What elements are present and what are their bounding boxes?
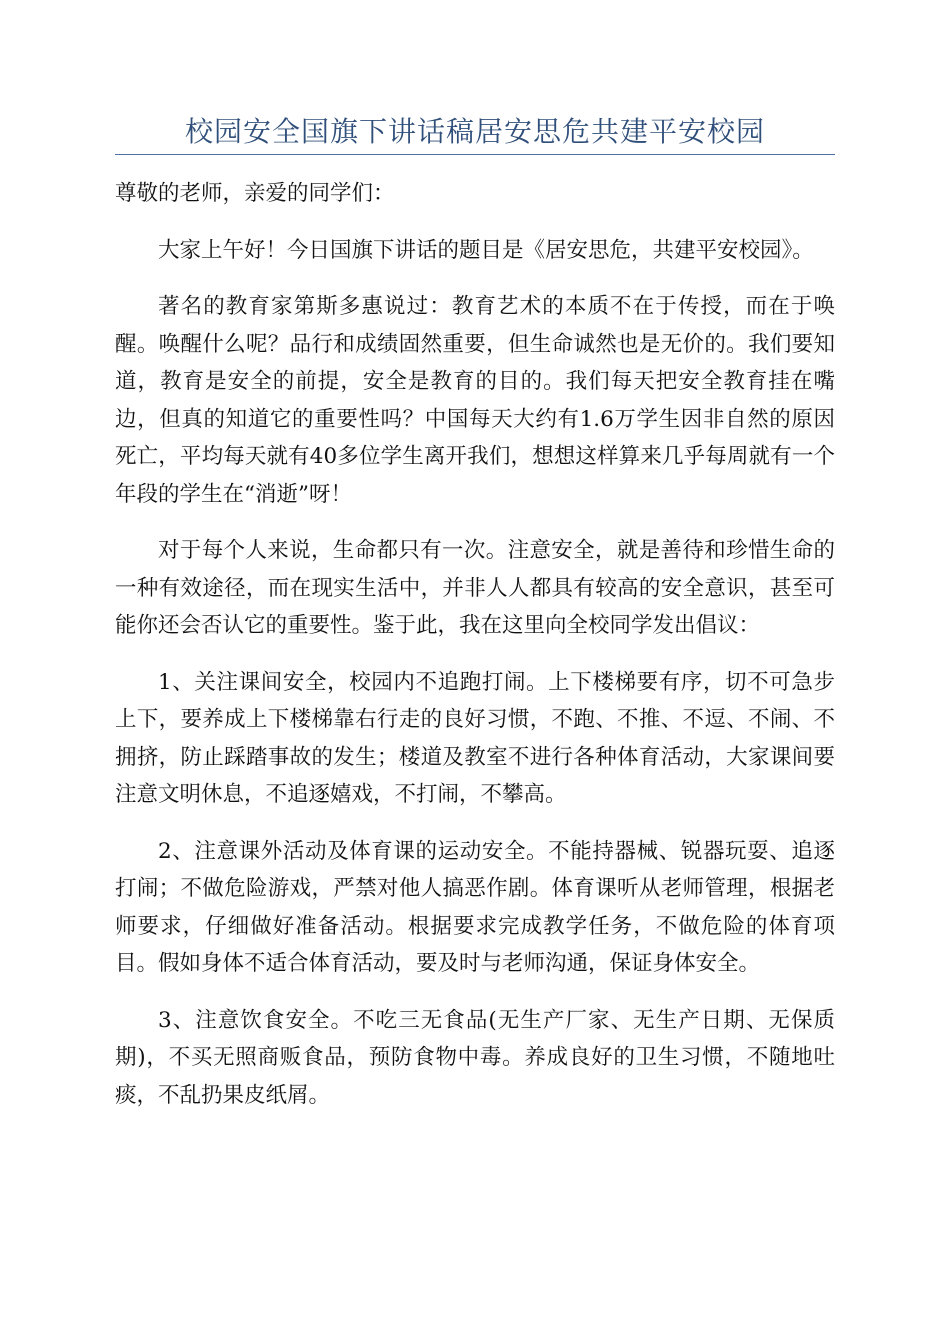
document-body	[115, 175, 835, 1133]
paragraph-item-3-food-safety: 3、注意饮食安全。不吃三无食品(无生产厂家、无生产日期、无保质期)，不买无照商贩食品，预防食物中毒。养成良好的卫生习惯，不随地吐痰，不乱扔果皮纸屑。	[115, 1007, 835, 1108]
paragraph-life-once: 对于每个人来说，生命都只有一次。注意安全，就是善待和珍惜生命的一种有效途径，而在现实生活中，并非人人都具有较高的安全意识，甚至可能你还会否认它的重要性。鉴于此，我在这里向全校同学发出倡议：	[115, 538, 835, 638]
document-title: 校园安全国旗下讲话稿居安思危共建平安校园	[184, 115, 765, 148]
salutation: 尊敬的老师，亲爱的同学们：	[115, 181, 395, 206]
title-underline	[115, 154, 835, 155]
paragraph-greeting: 大家上午好！今日国旗下讲话的题目是《居安思危，共建平安校园》。	[158, 237, 814, 263]
paragraph-education-quote: 著名的教育家第斯多惠说过：教育艺术的本质不在于传授，而在于唤醒。唤醒什么呢？品行和成绩固然重要，但生命诚然也是无价的。我们要知道，教育是安全的前提，安全是教育的目的。我们每天把安全教育挂在嘴边，但真的知道它的重要性吗？中国每天大约有1.6万学生因非自然的原因死亡，平均每天就有40多位学生离开我们，想想这样算来几乎每周就有一个年段的学生在“消逝”呀！	[115, 294, 835, 507]
paragraph-item-2-sports-safety: 2、注意课外活动及体育课的运动安全。不能持器械、锐器玩耍、追逐打闹；不做危险游戏，严禁对他人搞恶作剧。体育课听从老师管理，根据老师要求，仔细做好准备活动。根据要求完成教学任务，不做危险的体育项目。假如身体不适合体育活动，要及时与老师沟通，保证身体安全。	[115, 838, 835, 976]
paragraph-item-1-recess-safety: 1、关注课间安全，校园内不追跑打闹。上下楼梯要有序，切不可急步上下，要养成上下楼梯靠右行走的良好习惯，不跑、不推、不逗、不闹、不拥挤，防止踩踏事故的发生；楼道及教室不进行各种体育活动，大家课间要注意文明休息，不追逐嬉戏，不打闹，不攀高。	[115, 669, 835, 807]
